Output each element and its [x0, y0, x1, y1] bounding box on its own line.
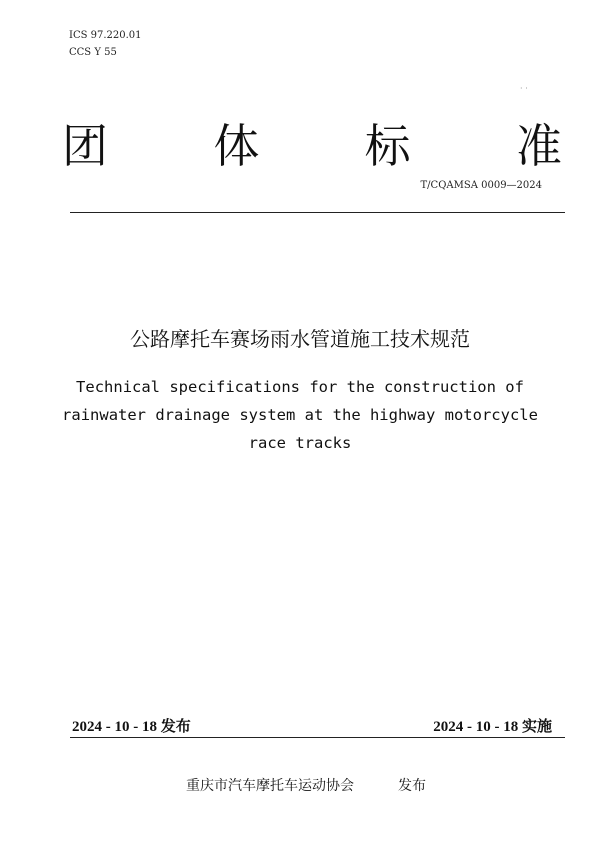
title-char: 体 [213, 119, 260, 173]
top-divider [70, 212, 565, 213]
implement-date: 2024 - 10 - 18 实施 [433, 719, 552, 735]
standard-type-title [62, 110, 562, 176]
english-title: Technical specifications for the construction of rainwater drainage system at the highway motorcycle race tracks [62, 378, 538, 452]
title-char: 标 [364, 119, 411, 173]
ccs-code: CCS Y 55 [69, 47, 117, 58]
corner-mark: · · [520, 84, 528, 93]
ics-code: ICS 97.220.01 [69, 30, 142, 41]
publish-date: 2024 - 10 - 18 发布 [72, 719, 191, 735]
issuing-organization: 重庆市汽车摩托车运动协会 [186, 778, 354, 794]
title-char: 团 [62, 119, 108, 173]
title-char: 准 [515, 119, 562, 173]
chinese-title: 公路摩托车赛场雨水管道施工技术规范 [130, 327, 470, 351]
issue-label: 发布 [398, 778, 426, 794]
standard-number: T/CQAMSA 0009—2024 [420, 180, 542, 191]
bottom-divider [70, 737, 565, 738]
